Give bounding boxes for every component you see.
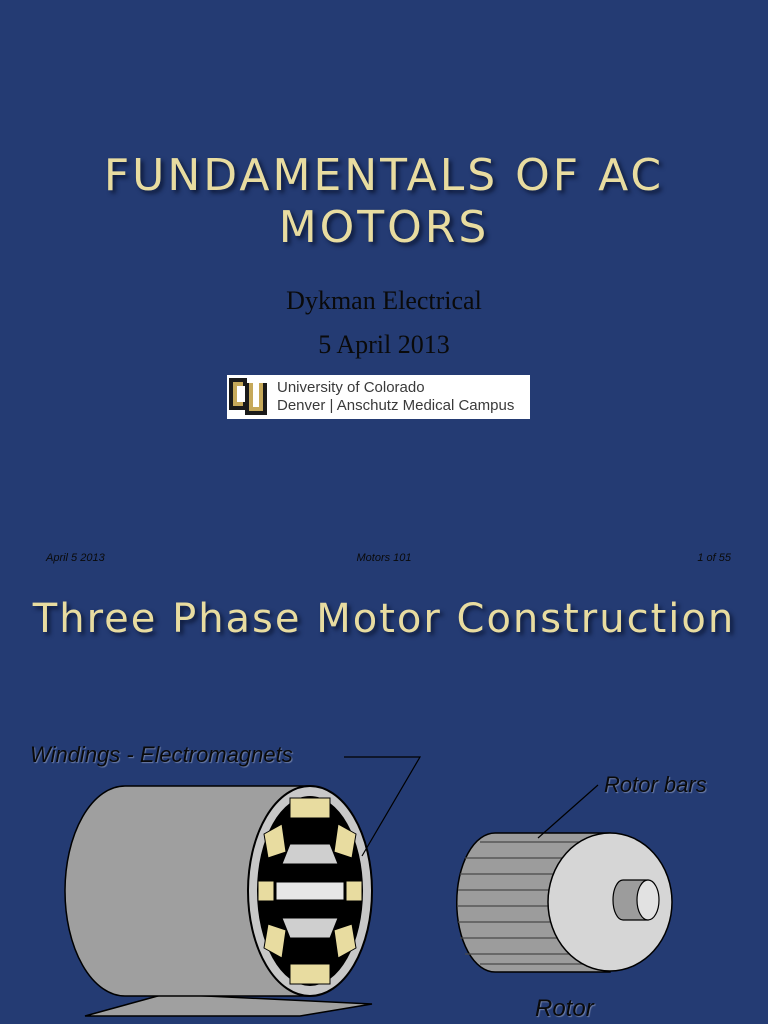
winding <box>290 798 330 818</box>
slide-title: Three Phase Motor Construction <box>32 596 736 642</box>
construction-slide <box>0 576 768 1024</box>
presentation-date: 5 April 2013 <box>318 330 450 359</box>
winding <box>290 964 330 984</box>
rotor-bars-label: Rotor bars <box>604 772 707 797</box>
footer-page-number: 1 of 55 <box>697 552 731 564</box>
logo-text <box>277 379 514 415</box>
motor-base <box>85 994 372 1016</box>
pole-shoe <box>276 882 344 900</box>
logo-line-2: Denver | Anschutz Medical Campus <box>277 397 515 414</box>
motor-diagram <box>0 576 768 1024</box>
pole-shoe <box>282 844 338 864</box>
presenter-name: Dykman Electrical <box>286 286 482 315</box>
windings-label: Windings - Electromagnets <box>30 742 293 767</box>
rotor-label: Rotor <box>535 995 594 1022</box>
logo-line-1: University of Colorado <box>277 379 425 396</box>
footer-date: April 5 2013 <box>46 552 105 564</box>
shaft-end <box>637 880 659 920</box>
rotor-bars-leader-line <box>538 785 598 838</box>
cu-logo-icon <box>227 375 273 419</box>
pole-shoe <box>282 918 338 938</box>
slide-title: FUNDAMENTALS OF AC MOTORS <box>103 150 665 253</box>
rotor <box>457 833 672 972</box>
footer-title: Motors 101 <box>356 552 412 564</box>
university-logo <box>227 375 530 419</box>
winding <box>258 881 274 901</box>
winding <box>346 881 362 901</box>
